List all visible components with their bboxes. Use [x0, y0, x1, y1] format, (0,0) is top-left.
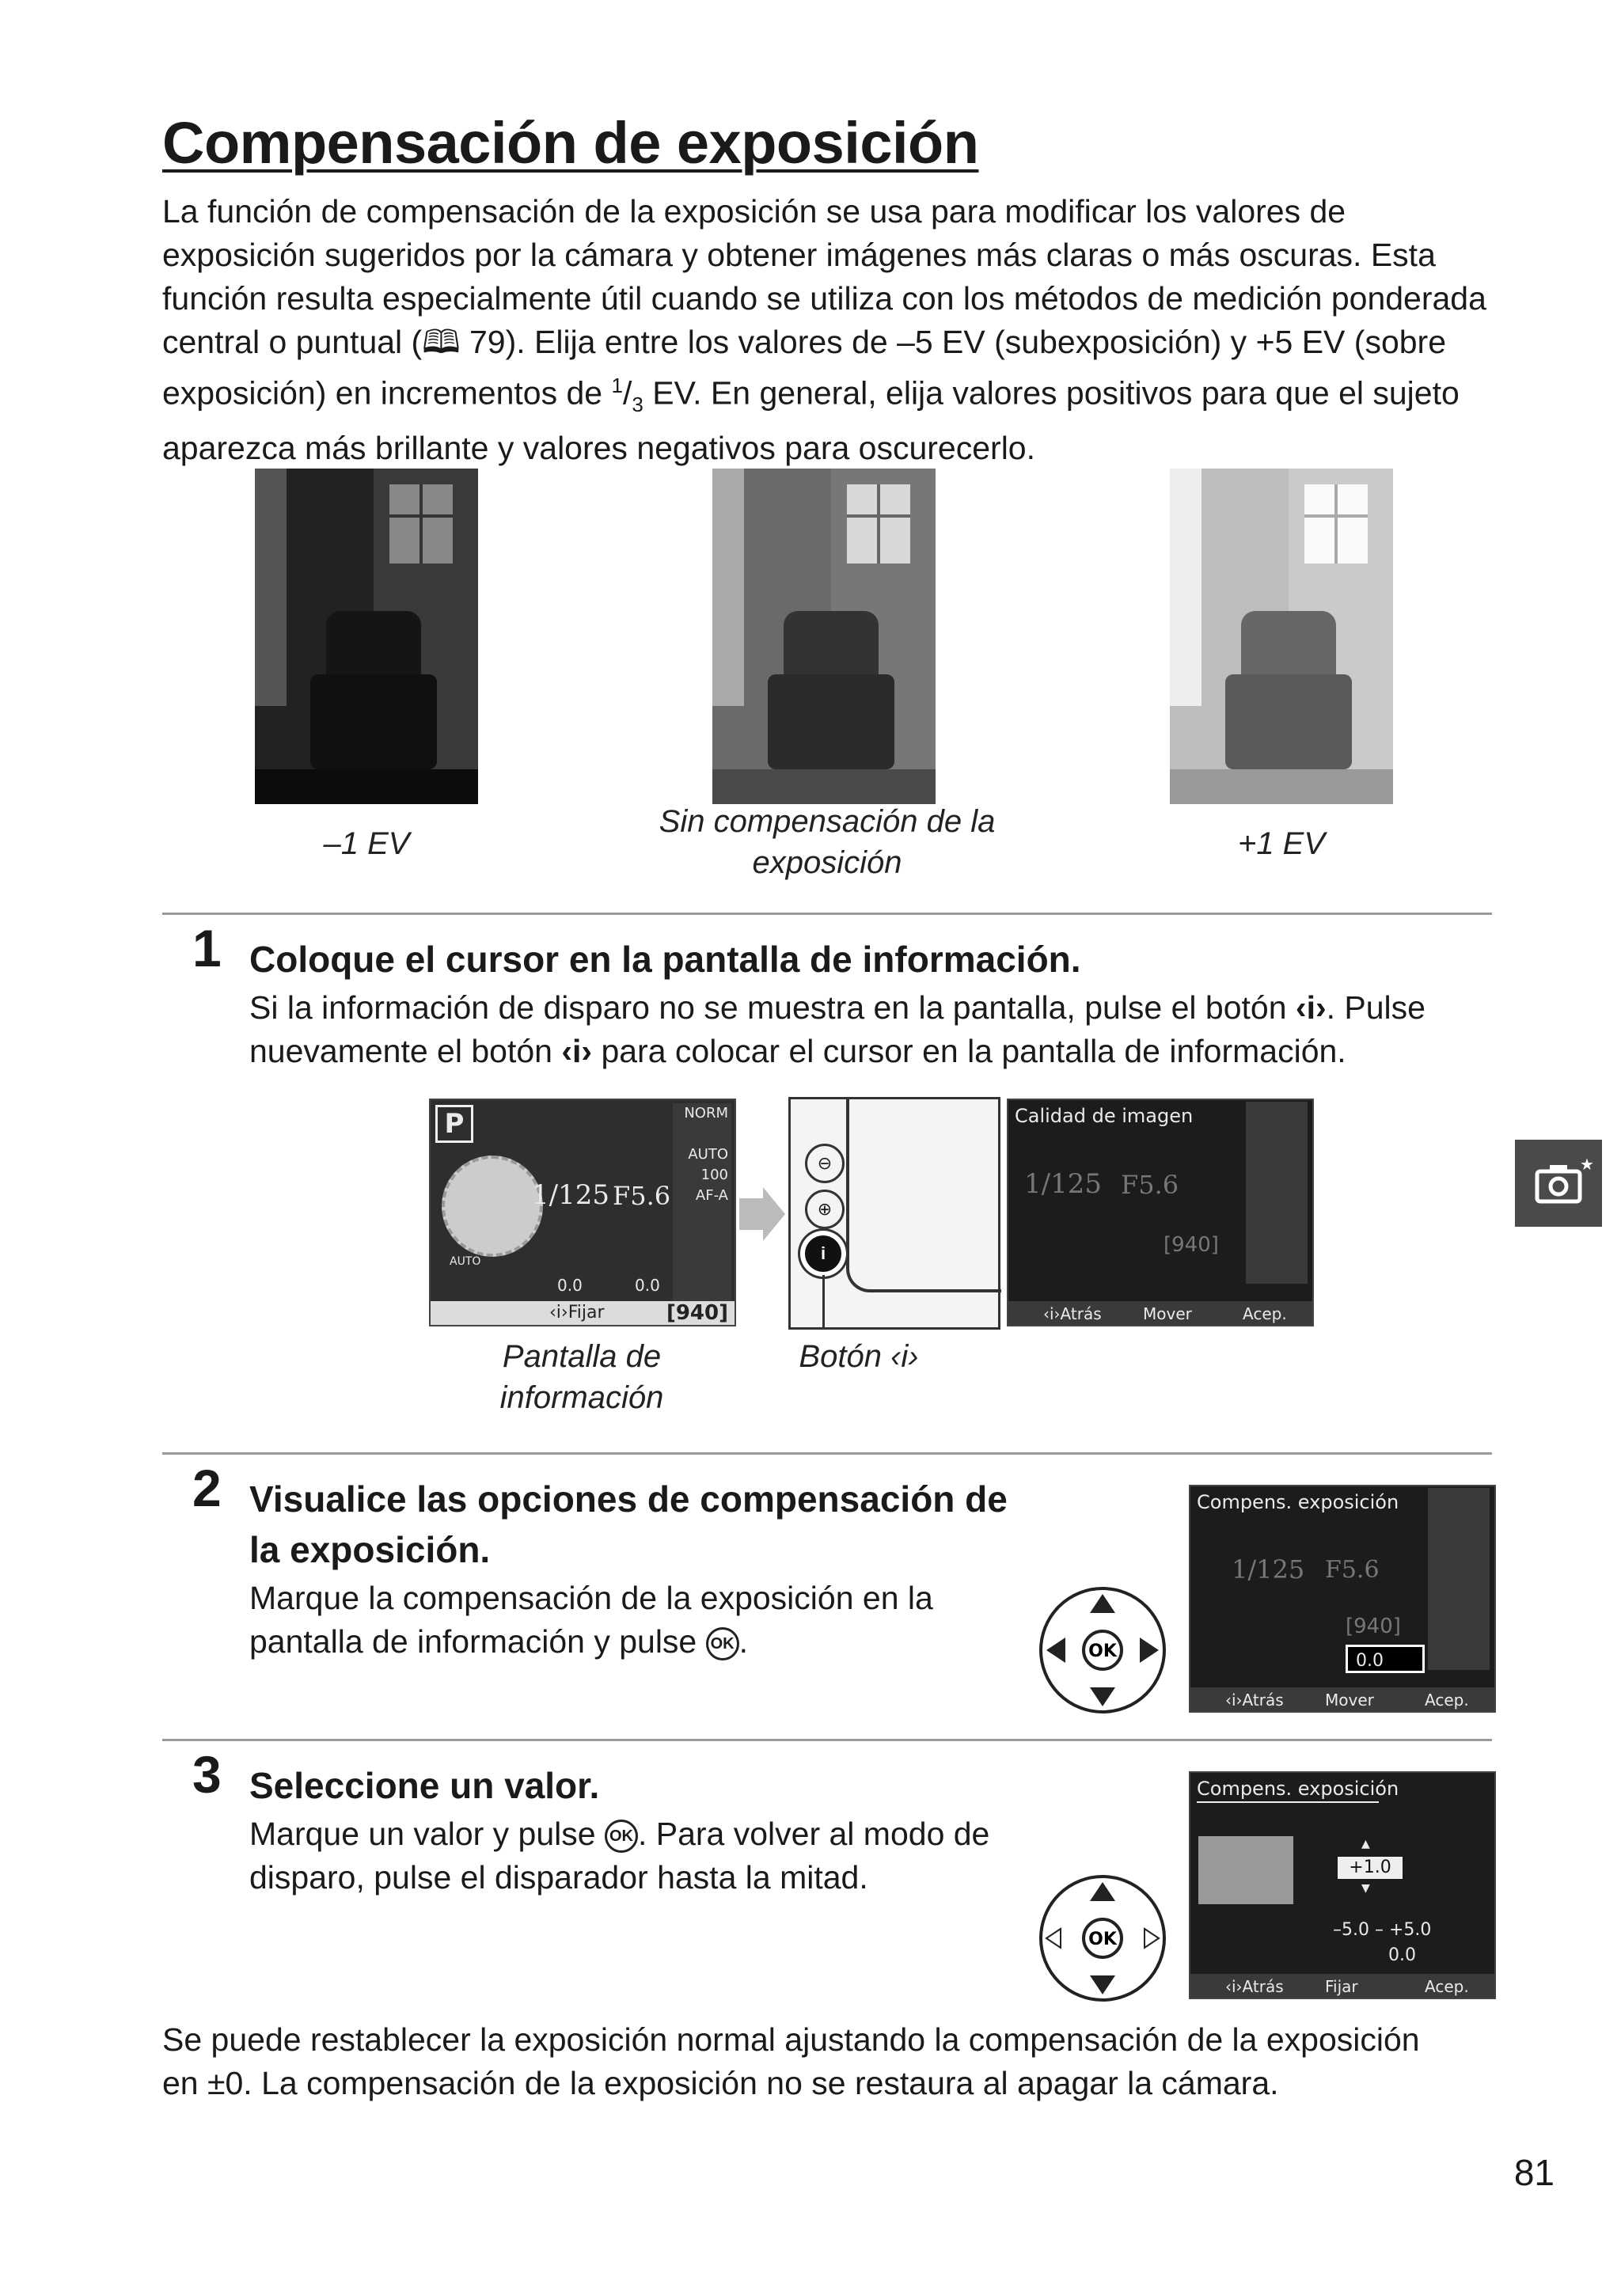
preview-thumbnail	[1198, 1836, 1293, 1904]
intro-ref: 79	[469, 324, 506, 360]
footer-line-2: en ±0. La compensación de la exposición no se restaura al apagar la cámara.	[162, 2065, 1279, 2101]
divider	[162, 1452, 1492, 1455]
book-icon: 🕮	[422, 324, 461, 360]
arrow-right-icon	[739, 1187, 785, 1241]
caption-no-compensation	[633, 801, 1021, 883]
caption-mid-line-1: Sin compensación de la	[659, 804, 996, 839]
step1-body-3: para colocar el cursor en la pantalla de información.	[592, 1033, 1346, 1069]
set-label: Fijar	[1325, 1977, 1358, 1996]
step-number: 1	[192, 919, 222, 977]
step-heading: Seleccione un valor.	[249, 1765, 600, 1806]
shots-remaining: [940]	[666, 1301, 728, 1325]
wb-value: AUTO	[688, 1146, 728, 1163]
zoom-in-icon: ⊕	[805, 1190, 845, 1229]
svg-text:★: ★	[1580, 1155, 1594, 1174]
bottom-bar	[1190, 1974, 1494, 1998]
page-title: Compensación de exposición	[162, 110, 979, 176]
selected-value: +1.0	[1338, 1857, 1403, 1879]
camera-back-illustration	[788, 1097, 1000, 1330]
screen-title: Compens. exposición	[1197, 1778, 1399, 1800]
photo-no-compensation	[712, 469, 936, 804]
back-label: ‹i›Atrás	[1225, 1977, 1284, 1996]
svg-text:OK: OK	[1088, 1930, 1117, 1949]
back-label: ‹i›Atrás	[1043, 1304, 1102, 1323]
exp-comp-value: 0.0	[1356, 1651, 1384, 1671]
step2-body-3: .	[738, 1623, 749, 1660]
caption-minus-1ev: –1 EV	[323, 826, 410, 861]
image-quality-screen	[1007, 1099, 1314, 1326]
settings-column	[1246, 1102, 1308, 1284]
screen-title: Calidad de imagen	[1015, 1105, 1194, 1127]
exp-comp-value: 0.0	[1388, 1945, 1416, 1965]
intro-text-3: EV. En general, elija valores positivos para que el sujeto aparezca más brillante y valores negativos para oscurecerlo.	[162, 374, 1460, 466]
down-arrow-icon: ▼	[1361, 1882, 1370, 1895]
shots-remaining: [940]	[1346, 1615, 1401, 1638]
step-body	[249, 986, 1500, 1073]
step3-body-1: Marque un valor y pulse	[249, 1816, 605, 1852]
dial-graphic	[442, 1156, 543, 1257]
playback-zoom-out-icon: ⊖	[805, 1144, 845, 1183]
info-display-screen	[429, 1099, 736, 1326]
step-heading: Coloque el cursor en la pantalla de información.	[249, 939, 1081, 980]
flash-comp-value: 0.0	[557, 1276, 583, 1295]
bottom-bar	[1190, 1687, 1494, 1711]
caption-info-button: Botón ‹i›	[799, 1339, 919, 1374]
intro-text-1: La función de compensación de la exposición se usa para modificar los valores de exposición sugeridos por la cámara y obtener imágenes más claras o más oscuras. Esta función resulta especialmente útil cuando se utiliza con los métodos de medición ponderada central o puntual (	[162, 193, 1486, 360]
page-number: 81	[1513, 2152, 1555, 2193]
shutter-speed: 1/125	[532, 1179, 609, 1211]
svg-text:OK: OK	[1088, 1641, 1117, 1661]
step1-body-2: . Pulse nuevamente el botón	[249, 989, 1425, 1069]
photo-plus-1ev	[1170, 469, 1393, 804]
step2-heading-1: Visualice las opciones de compensación de	[249, 1478, 1008, 1520]
accept-label: Acep.	[1425, 1691, 1469, 1710]
settings-column	[1428, 1488, 1490, 1670]
divider	[162, 913, 1492, 915]
move-label: Mover	[1143, 1304, 1192, 1323]
aperture: F5.6	[1121, 1170, 1179, 1200]
caption-info-line-2: información	[499, 1380, 664, 1415]
step1-body-1: Si la información de disparo no se muestra en la pantalla, pulse el botón	[249, 989, 1296, 1026]
footer-paragraph	[162, 2018, 1508, 2105]
mode-indicator: P	[435, 1105, 473, 1143]
section-tab	[1515, 1140, 1602, 1227]
shots-remaining: [940]	[1164, 1233, 1219, 1257]
multi-selector-icon	[1037, 1584, 1168, 1716]
af-value: AF-A	[695, 1187, 728, 1204]
intro-paragraph: La función de compensación de la exposición se usa para modificar los valores de exposición sugeridos por la cámara y obtener imágenes más claras o más oscuras. Esta función resulta especialmente útil cuando se utiliza con los métodos de medición ponderada central o puntual (🕮 79). Elija entre los valores de –5 EV (subexposición) y +5 EV (sobre exposición) en incrementos de $^1/_3$ EV. En general, elija valores positivos para que el sujeto aparezca más brillante y valores negativos para oscurecerlo.	[162, 193, 1486, 466]
shutter-speed: 1/125	[1232, 1554, 1305, 1584]
step-body	[249, 1812, 1025, 1899]
footer-line-1: Se puede restablecer la exposición normal ajustando la compensación de la exposición	[162, 2021, 1420, 2058]
auto-label: AUTO	[450, 1255, 481, 1268]
lcd-frame	[846, 1099, 1001, 1292]
exposure-value-screen	[1189, 1771, 1496, 1999]
move-label: Mover	[1325, 1691, 1374, 1710]
step-number: 3	[192, 1745, 222, 1804]
divider	[162, 1739, 1492, 1741]
range-label: –5.0 – +5.0	[1333, 1920, 1432, 1940]
bottom-bar	[431, 1301, 735, 1325]
exp-comp-highlight	[1346, 1645, 1425, 1673]
camera-icon	[1515, 1140, 1602, 1227]
aperture: F5.6	[613, 1181, 671, 1211]
multi-selector-icon	[1037, 1873, 1168, 2004]
caption-mid-line-2: exposición	[752, 845, 902, 880]
settings-column	[673, 1103, 731, 1301]
intro-text-2: ). Elija entre los valores de –5 EV (subexposición) y +5 EV (sobre exposición) en incrementos de	[162, 324, 1447, 412]
aperture: F5.6	[1325, 1556, 1380, 1584]
back-label: ‹i›Atrás	[1225, 1691, 1284, 1710]
caption-info-display	[459, 1336, 704, 1418]
ok-button-icon: OK	[706, 1627, 739, 1660]
callout-line	[822, 1275, 825, 1327]
screen-title: Compens. exposición	[1197, 1491, 1399, 1513]
exp-comp-value: 0.0	[635, 1276, 660, 1295]
up-arrow-icon: ▲	[1361, 1838, 1370, 1850]
step3-body-2: . Para volver al modo de	[637, 1816, 990, 1852]
frac-den: 3	[632, 392, 643, 416]
shutter-speed: 1/125	[1024, 1168, 1102, 1200]
photo-minus-1ev	[255, 469, 478, 804]
accept-label: Acep.	[1425, 1977, 1469, 1996]
accept-label: Acep.	[1243, 1304, 1287, 1323]
title-underline	[1197, 1801, 1379, 1803]
exposure-comp-screen	[1189, 1485, 1496, 1713]
step2-heading-2: la exposición.	[249, 1529, 491, 1570]
info-button-icon: ‹i›	[561, 1033, 593, 1069]
step3-body-3: disparo, pulse el disparador hasta la mitad.	[249, 1859, 868, 1896]
set-label: ‹i›Fijar	[549, 1303, 605, 1323]
step2-body-2: pantalla de información y pulse	[249, 1623, 706, 1660]
info-button: i	[805, 1235, 841, 1272]
info-button-icon: ‹i›	[1295, 989, 1327, 1026]
caption-plus-1ev: +1 EV	[1237, 826, 1326, 861]
frac-num: 1	[611, 374, 623, 397]
ok-button-icon: OK	[605, 1820, 638, 1853]
step-body	[249, 1577, 1009, 1664]
iso-value: 100	[700, 1167, 728, 1183]
quality-value: NORM	[684, 1105, 728, 1121]
step-heading	[249, 1474, 1008, 1575]
step-number: 2	[192, 1459, 222, 1517]
caption-info-line-1: Pantalla de	[502, 1339, 662, 1374]
step2-body-1: Marque la compensación de la exposición en la	[249, 1580, 933, 1616]
bottom-bar	[1008, 1301, 1312, 1325]
